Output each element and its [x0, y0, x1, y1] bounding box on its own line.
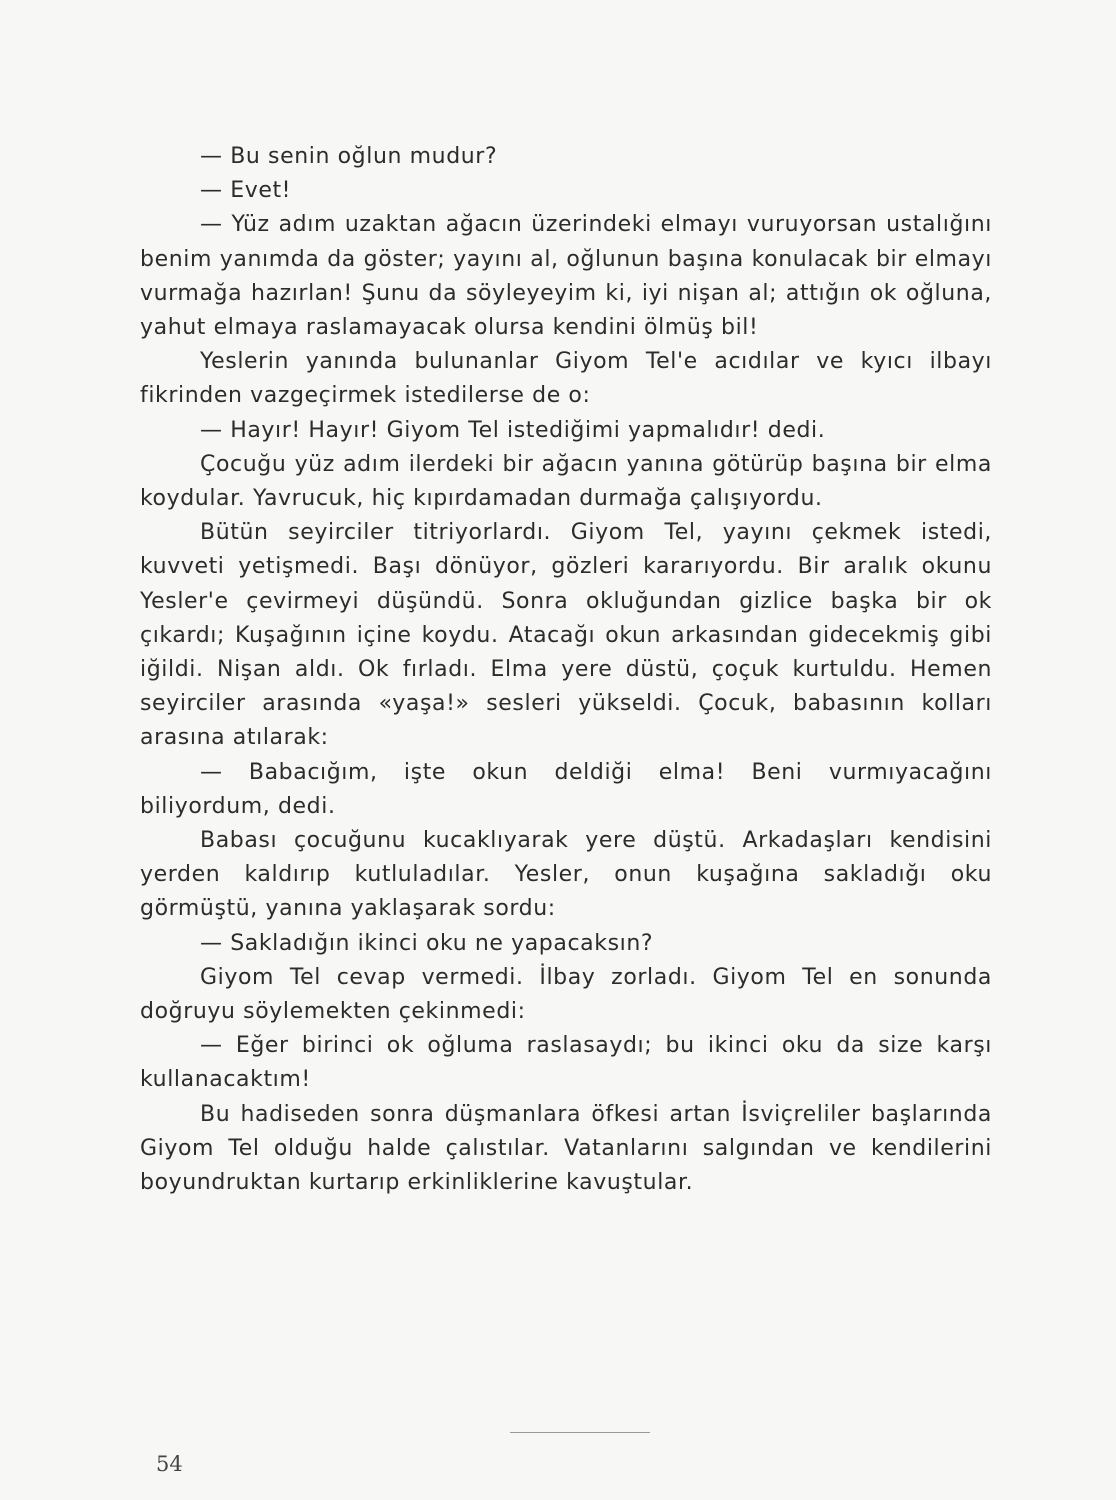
page-number: 54	[156, 1452, 183, 1476]
paragraph: — Babacığım, işte okun deldiği elma! Beni vurmıyacağını biliyordum, dedi.	[140, 759, 992, 819]
body-text	[140, 140, 992, 1200]
paragraph: Babası çocuğunu kucaklıyarak yere düştü. Arkadaşları kendisini yerden kaldırıp kutluladılar. Yesler, onun kuşağına sakladığı oku görmüştü, yanına yaklaşarak sordu:	[140, 828, 992, 922]
paragraph: Bu hadiseden sonra düşmanlara öfkesi artan İsviçreliler başlarında Giyom Tel olduğu halde çalıstılar. Vatanlarını salgından ve kendilerini boyundruktan kurtarıp erkinliklerine kavuştular.	[140, 1101, 992, 1196]
end-rule	[510, 1432, 650, 1433]
paragraph: — Sakladığın ikinci oku ne yapacaksın?	[200, 930, 654, 956]
paragraph: — Evet!	[200, 178, 292, 204]
paragraph: Yeslerin yanında bulunanlar Giyom Tel'e acıdılar ve kyıcı ilbayı fikrinden vazgeçirmek istedilerse de o:	[140, 349, 992, 409]
paragraph: — Hayır! Hayır! Giyom Tel istediğimi yapmalıdır! dedi.	[200, 417, 826, 443]
paragraph: Bütün seyirciler titriyorlardı. Giyom Tel, yayını çekmek istedi, kuvveti yetişmedi. Başı dönüyor, gözleri kararıyordu. Bir aralık okunu Yesler'e çevirmeyi düşündü. Sonra okluğundan gizlice başka bir ok çıkardı; Kuşağının içine koydu. Atacağı okun arkasından gidecekmiş gibi iğildi. Nişan aldı. Ok fırladı. Elma yere düstü, çoçuk kurtuldu. Hemen seyirciler arasında «yaşa!» sesleri yükseldi. Çocuk, babasının kolları arasına atılarak:	[140, 520, 992, 751]
paragraph: — Bu senin oğlun mudur?	[200, 144, 498, 169]
paragraph: Çocuğu yüz adım ilerdeki bir ağacın yanına götürüp başına bir elma koydular. Yavrucuk, hiç kıpırdamadan durmağa çalışıyordu.	[140, 451, 992, 512]
paragraph: — Yüz adım uzaktan ağacın üzerindeki elmayı vuruyorsan ustalığını benim yanımda da göster; yayını al, oğlunun başına konulacak bir elmayı vurmağa hazırlan! Şunu da söyleyeyim ki, iyi nişan al; attığın ok oğluna, yahut elmaya raslamayacak olursa kendini ölmüş bil!	[140, 212, 992, 341]
paragraph: Giyom Tel cevap vermedi. İlbay zorladı. Giyom Tel en sonunda doğruyu söylemekten çekinmedi:	[140, 964, 992, 1025]
paragraph: — Eğer birinci ok oğluma raslasaydı; bu ikinci oku da size karşı kullanacaktım!	[140, 1033, 992, 1093]
